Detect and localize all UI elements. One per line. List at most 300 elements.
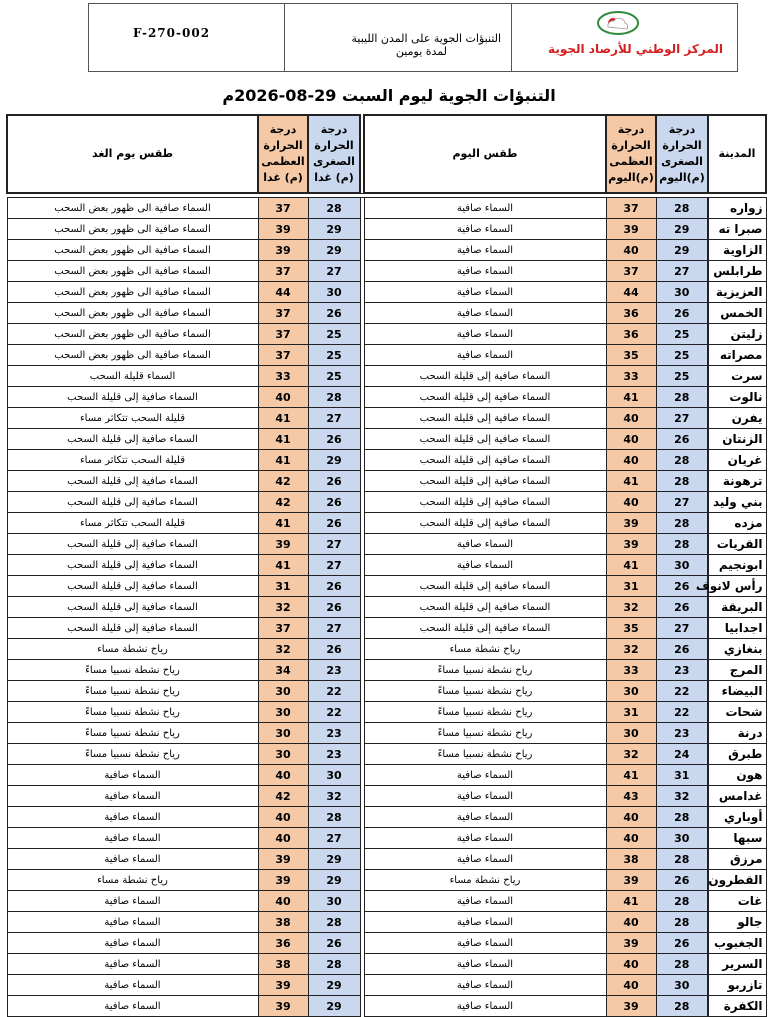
- table-row: [7, 324, 766, 345]
- max-tomorrow-cell: 32: [258, 639, 308, 660]
- doc-code-cell: [89, 4, 285, 71]
- forecast-title-cell: [285, 4, 512, 71]
- max-today-cell: 30: [606, 723, 656, 744]
- max-tomorrow-cell: 37: [258, 303, 308, 324]
- table-row: [7, 954, 766, 975]
- min-today-cell: 26: [656, 576, 708, 597]
- max-tomorrow-cell: 37: [258, 198, 308, 219]
- min-tomorrow-cell: 27: [308, 261, 360, 282]
- min-tomorrow-cell: 28: [308, 198, 360, 219]
- max-tomorrow-cell: 37: [258, 324, 308, 345]
- weather-tomorrow-cell: السماء صافية إلى قليلة السحب: [7, 387, 258, 408]
- column-divider: [360, 324, 364, 345]
- column-divider: [360, 702, 364, 723]
- table-row: [7, 471, 766, 492]
- min-today-cell: 26: [656, 870, 708, 891]
- min-today-cell: 23: [656, 660, 708, 681]
- weather-tomorrow-cell: رياح نشطة نسبيا مساءً: [7, 681, 258, 702]
- column-divider: [360, 576, 364, 597]
- min-today-cell: 28: [656, 471, 708, 492]
- weather-today-cell: السماء صافية إلى قليلة السحب: [364, 618, 606, 639]
- city-cell: زليتن: [708, 324, 766, 345]
- column-divider: [360, 534, 364, 555]
- max-tomorrow-cell: 40: [258, 807, 308, 828]
- max-today-cell: 36: [606, 324, 656, 345]
- table-row: [7, 513, 766, 534]
- forecast-line2: لمدة يومين: [395, 45, 447, 58]
- max-today-cell: 40: [606, 975, 656, 996]
- weather-tomorrow-cell: السماء صافية إلى قليلة السحب: [7, 429, 258, 450]
- min-tomorrow-cell: 26: [308, 471, 360, 492]
- max-today-cell: 32: [606, 597, 656, 618]
- forecast-line1: التنبؤات الجوية على المدن الليبية: [351, 32, 501, 45]
- city-cell: بني وليد: [708, 492, 766, 513]
- weather-tomorrow-cell: السماء صافية الى ظهور بعض السحب: [7, 261, 258, 282]
- max-tomorrow-cell: 41: [258, 555, 308, 576]
- max-tomorrow-cell: 40: [258, 765, 308, 786]
- min-tomorrow-cell: 28: [308, 912, 360, 933]
- table-row: [7, 681, 766, 702]
- min-tomorrow-cell: 28: [308, 807, 360, 828]
- min-today-cell: 25: [656, 324, 708, 345]
- city-cell: القطرون: [708, 870, 766, 891]
- min-tomorrow-cell: 29: [308, 219, 360, 240]
- max-today-cell: 33: [606, 366, 656, 387]
- max-today-cell: 36: [606, 303, 656, 324]
- max-tomorrow-cell: 37: [258, 618, 308, 639]
- min-tomorrow-cell: 28: [308, 954, 360, 975]
- max-tomorrow-cell: 44: [258, 282, 308, 303]
- city-cell: طبرق: [708, 744, 766, 765]
- max-today-cell: 40: [606, 912, 656, 933]
- max-today-cell: 35: [606, 345, 656, 366]
- city-cell: أوباري: [708, 807, 766, 828]
- min-tomorrow-cell: 30: [308, 765, 360, 786]
- weather-today-cell: السماء صافية إلى قليلة السحب: [364, 471, 606, 492]
- max-tomorrow-cell: 42: [258, 786, 308, 807]
- max-tomorrow-cell: 42: [258, 471, 308, 492]
- min-tomorrow-cell: 29: [308, 996, 360, 1017]
- city-cell: المرج: [708, 660, 766, 681]
- weather-tomorrow-cell: السماء صافية إلى قليلة السحب: [7, 534, 258, 555]
- city-cell: درنة: [708, 723, 766, 744]
- cloud-logo-icon: [596, 10, 640, 36]
- weather-tomorrow-cell: السماء صافية: [7, 996, 258, 1017]
- max-tomorrow-cell: 36: [258, 933, 308, 954]
- city-cell: طرابلس: [708, 261, 766, 282]
- weather-tomorrow-cell: السماء صافية الى ظهور بعض السحب: [7, 345, 258, 366]
- min-today-cell: 26: [656, 933, 708, 954]
- min-today-cell: 29: [656, 219, 708, 240]
- min-tomorrow-cell: 29: [308, 240, 360, 261]
- min-today-cell: 28: [656, 198, 708, 219]
- min-today-cell: 25: [656, 366, 708, 387]
- org-cell: [512, 4, 737, 71]
- city-cell: نالوت: [708, 387, 766, 408]
- col-header-city: المدينة: [708, 115, 766, 193]
- min-tomorrow-cell: 32: [308, 786, 360, 807]
- page-title: التنبؤات الجوية ليوم السبت 29-08-2026م: [222, 86, 556, 105]
- max-today-cell: 40: [606, 429, 656, 450]
- max-today-cell: 39: [606, 513, 656, 534]
- weather-tomorrow-cell: السماء صافية: [7, 912, 258, 933]
- max-today-cell: 40: [606, 240, 656, 261]
- column-divider: [360, 555, 364, 576]
- column-divider: [360, 912, 364, 933]
- min-tomorrow-cell: 26: [308, 597, 360, 618]
- city-cell: القريات: [708, 534, 766, 555]
- weather-tomorrow-cell: السماء صافية: [7, 849, 258, 870]
- max-today-cell: 32: [606, 744, 656, 765]
- weather-today-cell: السماء صافية إلى قليلة السحب: [364, 429, 606, 450]
- min-today-cell: 28: [656, 891, 708, 912]
- max-today-cell: 41: [606, 765, 656, 786]
- min-today-cell: 30: [656, 282, 708, 303]
- weather-tomorrow-cell: السماء صافية الى ظهور بعض السحب: [7, 324, 258, 345]
- weather-today-cell: السماء صافية: [364, 996, 606, 1017]
- min-tomorrow-cell: 30: [308, 282, 360, 303]
- city-cell: السرير: [708, 954, 766, 975]
- table-row: [7, 555, 766, 576]
- max-today-cell: 40: [606, 954, 656, 975]
- min-today-cell: 22: [656, 681, 708, 702]
- weather-tomorrow-cell: رياح نشطة نسبيا مساءً: [7, 660, 258, 681]
- table-row: [7, 660, 766, 681]
- max-today-cell: 32: [606, 639, 656, 660]
- weather-today-cell: السماء صافية: [364, 345, 606, 366]
- min-today-cell: 30: [656, 828, 708, 849]
- col-header-min-today: درجة الحرارة الصغرى (م)اليوم: [656, 115, 708, 193]
- min-tomorrow-cell: 26: [308, 492, 360, 513]
- min-today-cell: 26: [656, 303, 708, 324]
- max-tomorrow-cell: 30: [258, 681, 308, 702]
- table-row: [7, 765, 766, 786]
- weather-tomorrow-cell: السماء صافية إلى قليلة السحب: [7, 597, 258, 618]
- table-row: [7, 261, 766, 282]
- weather-today-cell: رياح نشطة نسبيا مساءً: [364, 723, 606, 744]
- min-today-cell: 29: [656, 240, 708, 261]
- table-row: [7, 807, 766, 828]
- max-today-cell: 37: [606, 198, 656, 219]
- max-today-cell: 40: [606, 807, 656, 828]
- city-cell: بنغازي: [708, 639, 766, 660]
- weather-today-cell: السماء صافية: [364, 324, 606, 345]
- max-today-cell: 41: [606, 555, 656, 576]
- weather-today-cell: السماء صافية: [364, 282, 606, 303]
- city-cell: البيضاء: [708, 681, 766, 702]
- min-today-cell: 28: [656, 450, 708, 471]
- city-cell: اجدابيا: [708, 618, 766, 639]
- weather-tomorrow-cell: السماء صافية إلى قليلة السحب: [7, 555, 258, 576]
- table-row: [7, 639, 766, 660]
- column-divider: [360, 345, 364, 366]
- min-today-cell: 26: [656, 429, 708, 450]
- min-today-cell: 32: [656, 786, 708, 807]
- weather-today-cell: السماء صافية إلى قليلة السحب: [364, 387, 606, 408]
- weather-today-cell: السماء صافية إلى قليلة السحب: [364, 450, 606, 471]
- max-today-cell: 41: [606, 891, 656, 912]
- column-divider: [360, 240, 364, 261]
- min-today-cell: 26: [656, 639, 708, 660]
- min-today-cell: 30: [656, 975, 708, 996]
- forecast-table: [6, 114, 767, 1017]
- max-tomorrow-cell: 37: [258, 261, 308, 282]
- col-header-weather-today: طقس اليوم: [364, 115, 606, 193]
- city-cell: زواره: [708, 198, 766, 219]
- column-divider: [360, 492, 364, 513]
- min-tomorrow-cell: 27: [308, 408, 360, 429]
- weather-today-cell: رياح نشطة مساء: [364, 639, 606, 660]
- column-divider: [360, 975, 364, 996]
- min-today-cell: 23: [656, 723, 708, 744]
- min-today-cell: 31: [656, 765, 708, 786]
- min-today-cell: 28: [656, 954, 708, 975]
- city-cell: شحات: [708, 702, 766, 723]
- weather-today-cell: رياح نشطة مساء: [364, 870, 606, 891]
- min-today-cell: 26: [656, 597, 708, 618]
- city-cell: مزده: [708, 513, 766, 534]
- min-tomorrow-cell: 25: [308, 324, 360, 345]
- column-divider: [360, 282, 364, 303]
- city-cell: يفرن: [708, 408, 766, 429]
- column-divider: [360, 933, 364, 954]
- weather-tomorrow-cell: السماء صافية إلى قليلة السحب: [7, 492, 258, 513]
- max-tomorrow-cell: 34: [258, 660, 308, 681]
- max-tomorrow-cell: 41: [258, 429, 308, 450]
- max-today-cell: 39: [606, 933, 656, 954]
- column-divider: [360, 303, 364, 324]
- weather-today-cell: السماء صافية: [364, 219, 606, 240]
- weather-tomorrow-cell: السماء صافية: [7, 933, 258, 954]
- weather-today-cell: السماء صافية: [364, 849, 606, 870]
- table-row: [7, 408, 766, 429]
- table-row: [7, 723, 766, 744]
- table-row: [7, 219, 766, 240]
- weather-tomorrow-cell: قليلة السحب تتكاثر مساء: [7, 513, 258, 534]
- min-tomorrow-cell: 26: [308, 513, 360, 534]
- column-divider: [360, 450, 364, 471]
- max-today-cell: 37: [606, 261, 656, 282]
- max-today-cell: 35: [606, 618, 656, 639]
- weather-tomorrow-cell: السماء صافية إلى قليلة السحب: [7, 576, 258, 597]
- column-divider: [360, 471, 364, 492]
- table-row: [7, 450, 766, 471]
- min-tomorrow-cell: 26: [308, 933, 360, 954]
- column-divider: [360, 996, 364, 1017]
- weather-tomorrow-cell: رياح نشطة نسبيا مساءً: [7, 744, 258, 765]
- weather-tomorrow-cell: السماء صافية الى ظهور بعض السحب: [7, 198, 258, 219]
- max-today-cell: 31: [606, 576, 656, 597]
- min-today-cell: 28: [656, 387, 708, 408]
- city-cell: الزاوية: [708, 240, 766, 261]
- max-tomorrow-cell: 40: [258, 828, 308, 849]
- max-tomorrow-cell: 40: [258, 387, 308, 408]
- min-tomorrow-cell: 29: [308, 849, 360, 870]
- column-divider: [360, 639, 364, 660]
- column-divider: [360, 954, 364, 975]
- weather-tomorrow-cell: السماء صافية: [7, 765, 258, 786]
- city-cell: جالو: [708, 912, 766, 933]
- max-today-cell: 41: [606, 387, 656, 408]
- city-cell: غريان: [708, 450, 766, 471]
- max-today-cell: 39: [606, 996, 656, 1017]
- weather-today-cell: السماء صافية: [364, 975, 606, 996]
- max-today-cell: 39: [606, 219, 656, 240]
- city-cell: هون: [708, 765, 766, 786]
- weather-tomorrow-cell: رياح نشطة نسبيا مساءً: [7, 723, 258, 744]
- weather-tomorrow-cell: السماء صافية: [7, 975, 258, 996]
- min-tomorrow-cell: 27: [308, 828, 360, 849]
- weather-tomorrow-cell: السماء صافية إلى قليلة السحب: [7, 471, 258, 492]
- weather-today-cell: رياح نشطة نسبيا مساءً: [364, 681, 606, 702]
- table-row: [7, 912, 766, 933]
- weather-tomorrow-cell: السماء صافية: [7, 828, 258, 849]
- column-divider: [360, 870, 364, 891]
- weather-tomorrow-cell: رياح نشطة مساء: [7, 870, 258, 891]
- city-cell: الزنتان: [708, 429, 766, 450]
- min-today-cell: 30: [656, 555, 708, 576]
- table-row: [7, 786, 766, 807]
- max-today-cell: 39: [606, 870, 656, 891]
- city-cell: سبها: [708, 828, 766, 849]
- weather-today-cell: السماء صافية: [364, 198, 606, 219]
- max-today-cell: 44: [606, 282, 656, 303]
- min-tomorrow-cell: 29: [308, 450, 360, 471]
- max-tomorrow-cell: 37: [258, 345, 308, 366]
- city-cell: ترهونة: [708, 471, 766, 492]
- table-header-row: [7, 115, 766, 193]
- max-tomorrow-cell: 42: [258, 492, 308, 513]
- column-divider: [360, 261, 364, 282]
- weather-tomorrow-cell: السماء صافية الى ظهور بعض السحب: [7, 303, 258, 324]
- max-today-cell: 38: [606, 849, 656, 870]
- column-divider: [360, 429, 364, 450]
- weather-tomorrow-cell: السماء قليلة السحب: [7, 366, 258, 387]
- column-divider: [360, 681, 364, 702]
- table-row: [7, 618, 766, 639]
- document-header: [88, 3, 738, 72]
- weather-today-cell: السماء صافية إلى قليلة السحب: [364, 513, 606, 534]
- max-tomorrow-cell: 30: [258, 744, 308, 765]
- table-row: [7, 345, 766, 366]
- min-today-cell: 28: [656, 534, 708, 555]
- weather-tomorrow-cell: رياح نشطة نسبيا مساءً: [7, 702, 258, 723]
- max-tomorrow-cell: 41: [258, 513, 308, 534]
- min-tomorrow-cell: 26: [308, 639, 360, 660]
- weather-tomorrow-cell: رياح نشطة مساء: [7, 639, 258, 660]
- weather-today-cell: السماء صافية إلى قليلة السحب: [364, 576, 606, 597]
- col-header-min-tomorrow: درجة الحرارة الصغرى (م) غدا: [308, 115, 360, 193]
- max-tomorrow-cell: 40: [258, 891, 308, 912]
- max-tomorrow-cell: 39: [258, 240, 308, 261]
- weather-tomorrow-cell: السماء صافية: [7, 807, 258, 828]
- table-row: [7, 744, 766, 765]
- min-today-cell: 27: [656, 492, 708, 513]
- table-row: [7, 597, 766, 618]
- column-divider: [360, 219, 364, 240]
- min-tomorrow-cell: 25: [308, 366, 360, 387]
- column-divider: [360, 891, 364, 912]
- column-divider: [360, 828, 364, 849]
- weather-tomorrow-cell: قليلة السحب تتكاثر مساء: [7, 450, 258, 471]
- max-tomorrow-cell: 39: [258, 219, 308, 240]
- column-divider: [360, 765, 364, 786]
- column-divider: [360, 849, 364, 870]
- city-cell: الجغبوب: [708, 933, 766, 954]
- col-header-weather-tomorrow: طقس يوم الغد: [7, 115, 258, 193]
- weather-today-cell: السماء صافية: [364, 807, 606, 828]
- city-cell: الخمس: [708, 303, 766, 324]
- table-row: [7, 429, 766, 450]
- weather-today-cell: السماء صافية: [364, 828, 606, 849]
- max-tomorrow-cell: 38: [258, 954, 308, 975]
- col-header-max-today: درجة الحرارة العظمى (م)اليوم: [606, 115, 656, 193]
- weather-today-cell: السماء صافية: [364, 954, 606, 975]
- min-tomorrow-cell: 26: [308, 576, 360, 597]
- min-today-cell: 28: [656, 807, 708, 828]
- weather-tomorrow-cell: السماء صافية الى ظهور بعض السحب: [7, 240, 258, 261]
- min-tomorrow-cell: 29: [308, 870, 360, 891]
- column-divider: [360, 198, 364, 219]
- table-row: [7, 366, 766, 387]
- table-row: [7, 492, 766, 513]
- city-cell: ابونجيم: [708, 555, 766, 576]
- max-tomorrow-cell: 30: [258, 723, 308, 744]
- max-tomorrow-cell: 41: [258, 408, 308, 429]
- max-today-cell: 41: [606, 471, 656, 492]
- column-divider: [360, 597, 364, 618]
- weather-today-cell: السماء صافية: [364, 891, 606, 912]
- weather-today-cell: رياح نشطة نسبيا مساءً: [364, 702, 606, 723]
- city-cell: صبرا ته: [708, 219, 766, 240]
- weather-today-cell: السماء صافية: [364, 240, 606, 261]
- min-tomorrow-cell: 27: [308, 534, 360, 555]
- weather-today-cell: السماء صافية: [364, 912, 606, 933]
- weather-today-cell: السماء صافية إلى قليلة السحب: [364, 408, 606, 429]
- min-today-cell: 27: [656, 618, 708, 639]
- min-today-cell: 24: [656, 744, 708, 765]
- table-row: [7, 387, 766, 408]
- column-divider: [360, 366, 364, 387]
- max-today-cell: 40: [606, 408, 656, 429]
- column-divider: [360, 408, 364, 429]
- weather-tomorrow-cell: السماء صافية: [7, 891, 258, 912]
- min-tomorrow-cell: 30: [308, 891, 360, 912]
- weather-today-cell: السماء صافية: [364, 303, 606, 324]
- table-row: [7, 240, 766, 261]
- max-tomorrow-cell: 31: [258, 576, 308, 597]
- col-header-max-tomorrow: درجة الحرارة العظمى (م) غدا: [258, 115, 308, 193]
- column-divider: [360, 660, 364, 681]
- min-today-cell: 27: [656, 408, 708, 429]
- min-tomorrow-cell: 22: [308, 681, 360, 702]
- column-divider: [360, 807, 364, 828]
- weather-today-cell: السماء صافية: [364, 933, 606, 954]
- weather-today-cell: السماء صافية: [364, 786, 606, 807]
- column-divider: [360, 513, 364, 534]
- max-tomorrow-cell: 41: [258, 450, 308, 471]
- table-row: [7, 828, 766, 849]
- city-cell: غدامس: [708, 786, 766, 807]
- max-today-cell: 33: [606, 660, 656, 681]
- table-row: [7, 996, 766, 1017]
- column-divider: [360, 744, 364, 765]
- min-tomorrow-cell: 22: [308, 702, 360, 723]
- min-today-cell: 28: [656, 996, 708, 1017]
- min-tomorrow-cell: 27: [308, 618, 360, 639]
- max-today-cell: 40: [606, 492, 656, 513]
- weather-today-cell: رياح نشطة نسبيا مساءً: [364, 660, 606, 681]
